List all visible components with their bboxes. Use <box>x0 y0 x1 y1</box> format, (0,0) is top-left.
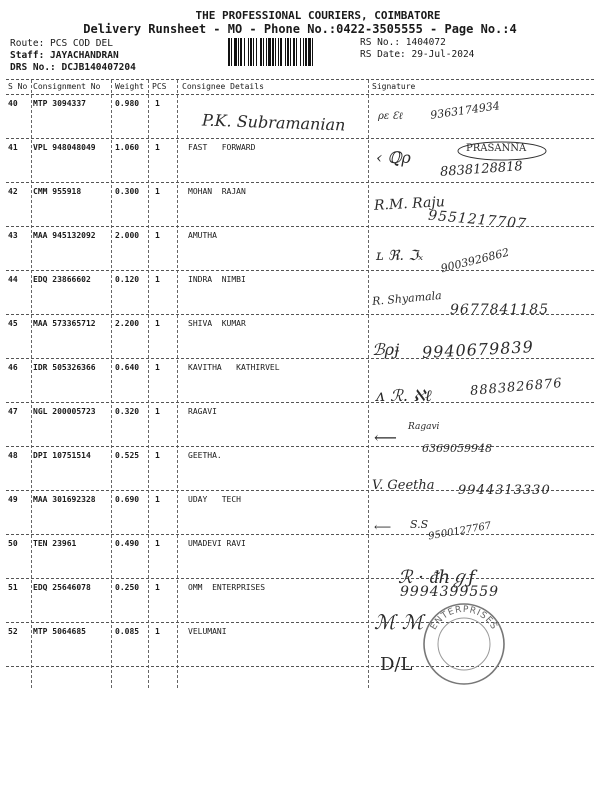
row-pcs: 1 <box>155 187 160 196</box>
col-signature: Signature <box>372 82 416 91</box>
row-weight: 0.490 <box>115 539 140 548</box>
row-weight: 0.690 <box>115 495 140 504</box>
row-pcs: 1 <box>155 99 160 108</box>
row-pcs: 1 <box>155 539 160 548</box>
row-sno: 52 <box>8 627 18 636</box>
row-sno: 50 <box>8 539 18 548</box>
handwritten-phone: 9944313330 <box>458 483 551 498</box>
handwritten-name: S.S <box>410 518 429 531</box>
row-consignee: KAVITHA KATHIRVEL <box>188 363 280 372</box>
row-sno: 47 <box>8 407 18 416</box>
row-weight: 0.085 <box>115 627 140 636</box>
col-weight: Weight <box>115 82 144 91</box>
row-sno: 49 <box>8 495 18 504</box>
table-row <box>6 535 594 579</box>
row-pcs: 1 <box>155 143 160 152</box>
row-weight: 0.120 <box>115 275 140 284</box>
row-sno: 48 <box>8 451 18 460</box>
handwritten-phone: 9551217707 <box>427 207 528 233</box>
table-header <box>6 80 594 94</box>
row-consignee: INDRA NIMBI <box>188 275 246 284</box>
rs-date: RS Date: 29-Jul-2024 <box>360 49 475 60</box>
row-consignee: AMUTHA <box>188 231 217 240</box>
col-consignee: Consignee Details <box>182 82 264 91</box>
signature-mark: ⟵ <box>374 428 397 447</box>
handwritten-name: Ragavi <box>408 422 440 432</box>
row-weight: 0.320 <box>115 407 140 416</box>
row-sno: 46 <box>8 363 18 372</box>
handwritten-name: PRASANNA <box>466 143 527 154</box>
col-pcs: PCS <box>152 82 167 91</box>
row-weight: 0.250 <box>115 583 140 592</box>
handwritten-phone: 9940679839 <box>421 337 535 362</box>
row-weight: 0.980 <box>115 99 140 108</box>
row-pcs: 1 <box>155 495 160 504</box>
row-consignment: MTP 5064685 <box>33 627 86 636</box>
handwritten-phone: 8883826876 <box>469 375 564 400</box>
handwritten-phone: 9003926862 <box>439 245 511 276</box>
signature-mark: ‹ ℚρ <box>376 148 411 167</box>
company-stamp <box>420 600 508 688</box>
handwritten-name: R.M. Raju <box>373 194 446 214</box>
row-pcs: 1 <box>155 363 160 372</box>
row-consignee: OMM ENTERPRISES <box>188 583 266 592</box>
company-title: THE PROFESSIONAL COURIERS, COIMBATORE <box>195 9 441 22</box>
row-consignment: TEN 23961 <box>33 539 77 548</box>
handwritten-phone: 8838128818 <box>439 159 524 180</box>
route-text: Route: PCS COD DEL <box>10 38 113 49</box>
signature-mark: ℛ · ᵭℎℊƒ <box>398 567 475 588</box>
row-consignment: MAA 573365712 <box>33 319 96 328</box>
row-consignee: UMADEVI RAVI <box>188 539 246 548</box>
row-pcs: 1 <box>155 627 160 636</box>
drs-text: DRS No.: DCJB140407204 <box>10 62 136 73</box>
row-consignment: EDQ 23866602 <box>33 275 91 284</box>
row-consignee: FAST FORWARD <box>188 143 256 152</box>
signature-mark: ⟵ <box>374 520 392 534</box>
row-weight: 2.200 <box>115 319 140 328</box>
handwritten-initials: D/L <box>380 654 413 675</box>
row-sno: 44 <box>8 275 18 284</box>
row-consignment: IDR 505326366 <box>33 363 96 372</box>
signature-mark: ℳ ℳ <box>374 610 424 634</box>
row-sno: 41 <box>8 143 18 152</box>
row-consignment: DPI 10751514 <box>33 451 91 460</box>
row-weight: 0.525 <box>115 451 140 460</box>
col-sno: S No <box>8 82 28 91</box>
handwritten-phone: 9500127767 <box>427 520 493 543</box>
handwritten-name: R. Shyamala <box>371 288 443 309</box>
table-row <box>6 403 594 447</box>
signature-mark: ρε Ɛℓ <box>378 111 403 122</box>
row-consignment: MAA 301692328 <box>33 495 96 504</box>
row-consignment: EDQ 25646078 <box>33 583 91 592</box>
handwritten-phone: 9677841185 <box>450 302 550 318</box>
signature-mark: ℬρɉ <box>372 340 400 359</box>
row-pcs: 1 <box>155 319 160 328</box>
signature-mark: ᴧ ℛ. ℵℓ <box>376 386 432 405</box>
row-consignee: GEETHA. <box>188 451 222 460</box>
runsheet-meta-left <box>10 38 136 74</box>
handwritten-phone: 6369059948 <box>422 442 492 455</box>
row-weight: 2.000 <box>115 231 140 240</box>
row-consignee: VELUMANI <box>188 627 227 636</box>
row-consignee: RAGAVI <box>188 407 217 416</box>
signature-mark: ʟ ℜ. ℑₓ <box>376 248 424 264</box>
runsheet-subtitle: Delivery Runsheet - MO - Phone No.:0422-3505555 - Page No.:4 <box>83 22 517 36</box>
row-consignment: MAA 945132092 <box>33 231 96 240</box>
row-consignment: MTP 3094337 <box>33 99 86 108</box>
row-pcs: 1 <box>155 451 160 460</box>
row-sno: 40 <box>8 99 18 108</box>
handwritten-phone: 9994399559 <box>400 584 500 600</box>
handwritten-name: P.K. Subramanian <box>201 110 346 135</box>
row-consignee: MOHAN RAJAN <box>188 187 246 196</box>
row-pcs: 1 <box>155 407 160 416</box>
row-sno: 42 <box>8 187 18 196</box>
col-consignment: Consignment No <box>33 82 101 91</box>
row-consignee: SHIVA KUMAR <box>188 319 246 328</box>
row-weight: 1.060 <box>115 143 140 152</box>
row-sno: 51 <box>8 583 18 592</box>
row-consignee: UDAY TECH <box>188 495 241 504</box>
row-sno: 45 <box>8 319 18 328</box>
row-pcs: 1 <box>155 231 160 240</box>
svg-text:ENTERPRISES: ENTERPRISES <box>428 604 500 632</box>
handwritten-phone: 9363174934 <box>429 99 501 122</box>
row-consignment: VPL 948048049 <box>33 143 96 152</box>
row-pcs: 1 <box>155 583 160 592</box>
runsheet-meta-right <box>360 37 474 61</box>
barcode <box>228 38 350 66</box>
row-consignment: CMM 955918 <box>33 187 82 196</box>
handwritten-name: V. Geetha <box>372 478 435 493</box>
row-consignment: NGL 200005723 <box>33 407 96 416</box>
row-weight: 0.640 <box>115 363 140 372</box>
rs-number: RS No.: 1404072 <box>360 37 446 48</box>
row-weight: 0.300 <box>115 187 140 196</box>
row-pcs: 1 <box>155 275 160 284</box>
row-sno: 43 <box>8 231 18 240</box>
staff-text: Staff: JAYACHANDRAN <box>10 50 119 61</box>
